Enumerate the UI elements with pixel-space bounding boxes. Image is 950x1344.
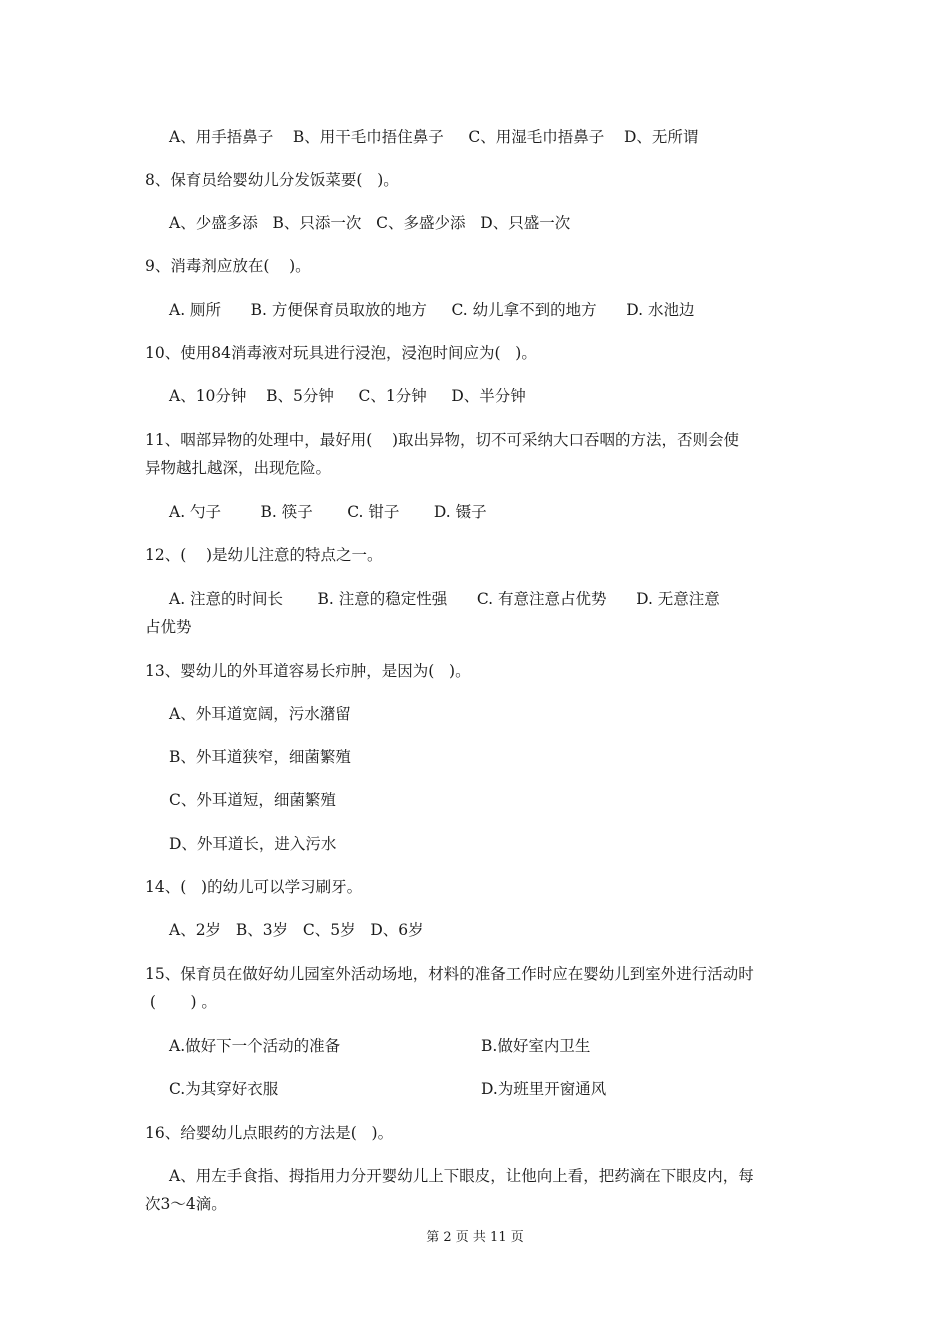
question-7-options: A、用手捂鼻子 B、用干毛巾捂住鼻子 C、用湿毛巾捂鼻子 D、无所谓 bbox=[169, 128, 699, 146]
question-12-continuation: 占优势 bbox=[145, 618, 192, 636]
question-10: 10、使用84消毒液对玩具进行浸泡，浸泡时间应为( )。 bbox=[145, 344, 537, 362]
question-15-option-d: D.为班里开窗通风 bbox=[481, 1080, 607, 1098]
question-14: 14、( )的幼儿可以学习刷牙。 bbox=[145, 878, 363, 896]
question-15: 15、保育员在做好幼儿园室外活动场地，材料的准备工作时应在婴幼儿到室外进行活动时 bbox=[145, 965, 754, 983]
question-13-option-d: D、外耳道长，进入污水 bbox=[169, 835, 337, 853]
question-8: 8、保育员给婴幼儿分发饭菜要( )。 bbox=[145, 171, 399, 189]
question-12-options: A. 注意的时间长 B. 注意的稳定性强 C. 有意注意占优势 D. 无意注意 bbox=[169, 590, 720, 608]
question-14-options: A、2岁 B、3岁 C、5岁 D、6岁 bbox=[169, 921, 424, 939]
question-11: 11、咽部异物的处理中，最好用( )取出异物，切不可采纳大口吞咽的方法，否则会使 bbox=[145, 431, 740, 449]
question-9: 9、消毒剂应放在( )。 bbox=[145, 257, 311, 275]
question-13-option-c: C、外耳道短，细菌繁殖 bbox=[169, 791, 336, 809]
question-16-option-a-continuation: 次3～4滴。 bbox=[145, 1195, 227, 1213]
question-11-options: A. 勺子 B. 筷子 C. 钳子 D. 镊子 bbox=[169, 503, 487, 521]
question-15-option-a: A.做好下一个活动的准备 bbox=[169, 1037, 341, 1055]
question-12: 12、( )是幼儿注意的特点之一。 bbox=[145, 546, 383, 564]
question-9-options: A. 厕所 B. 方便保育员取放的地方 C. 幼儿拿不到的地方 D. 水池边 bbox=[169, 301, 695, 319]
page-footer: 第 2 页 共 11 页 bbox=[426, 1230, 524, 1245]
question-13-option-a: A、外耳道宽阔，污水潴留 bbox=[169, 705, 351, 723]
question-8-options: A、少盛多添 B、只添一次 C、多盛少添 D、只盛一次 bbox=[169, 214, 571, 232]
question-15-continuation: ( ) 。 bbox=[145, 993, 217, 1011]
question-13-option-b: B、外耳道狭窄，细菌繁殖 bbox=[169, 748, 351, 766]
question-10-options: A、10分钟 B、5分钟 C、1分钟 D、半分钟 bbox=[169, 387, 526, 405]
question-15-option-b: B.做好室内卫生 bbox=[481, 1037, 591, 1055]
question-13: 13、婴幼儿的外耳道容易长疖肿，是因为( )。 bbox=[145, 662, 471, 680]
question-11-continuation: 异物越扎越深，出现危险。 bbox=[145, 459, 332, 477]
question-16-option-a: A、用左手食指、拇指用力分开婴幼儿上下眼皮，让他向上看，把药滴在下眼皮内，每 bbox=[169, 1167, 754, 1185]
question-16: 16、给婴幼儿点眼药的方法是( )。 bbox=[145, 1124, 394, 1142]
question-15-option-c: C.为其穿好衣服 bbox=[169, 1080, 279, 1098]
